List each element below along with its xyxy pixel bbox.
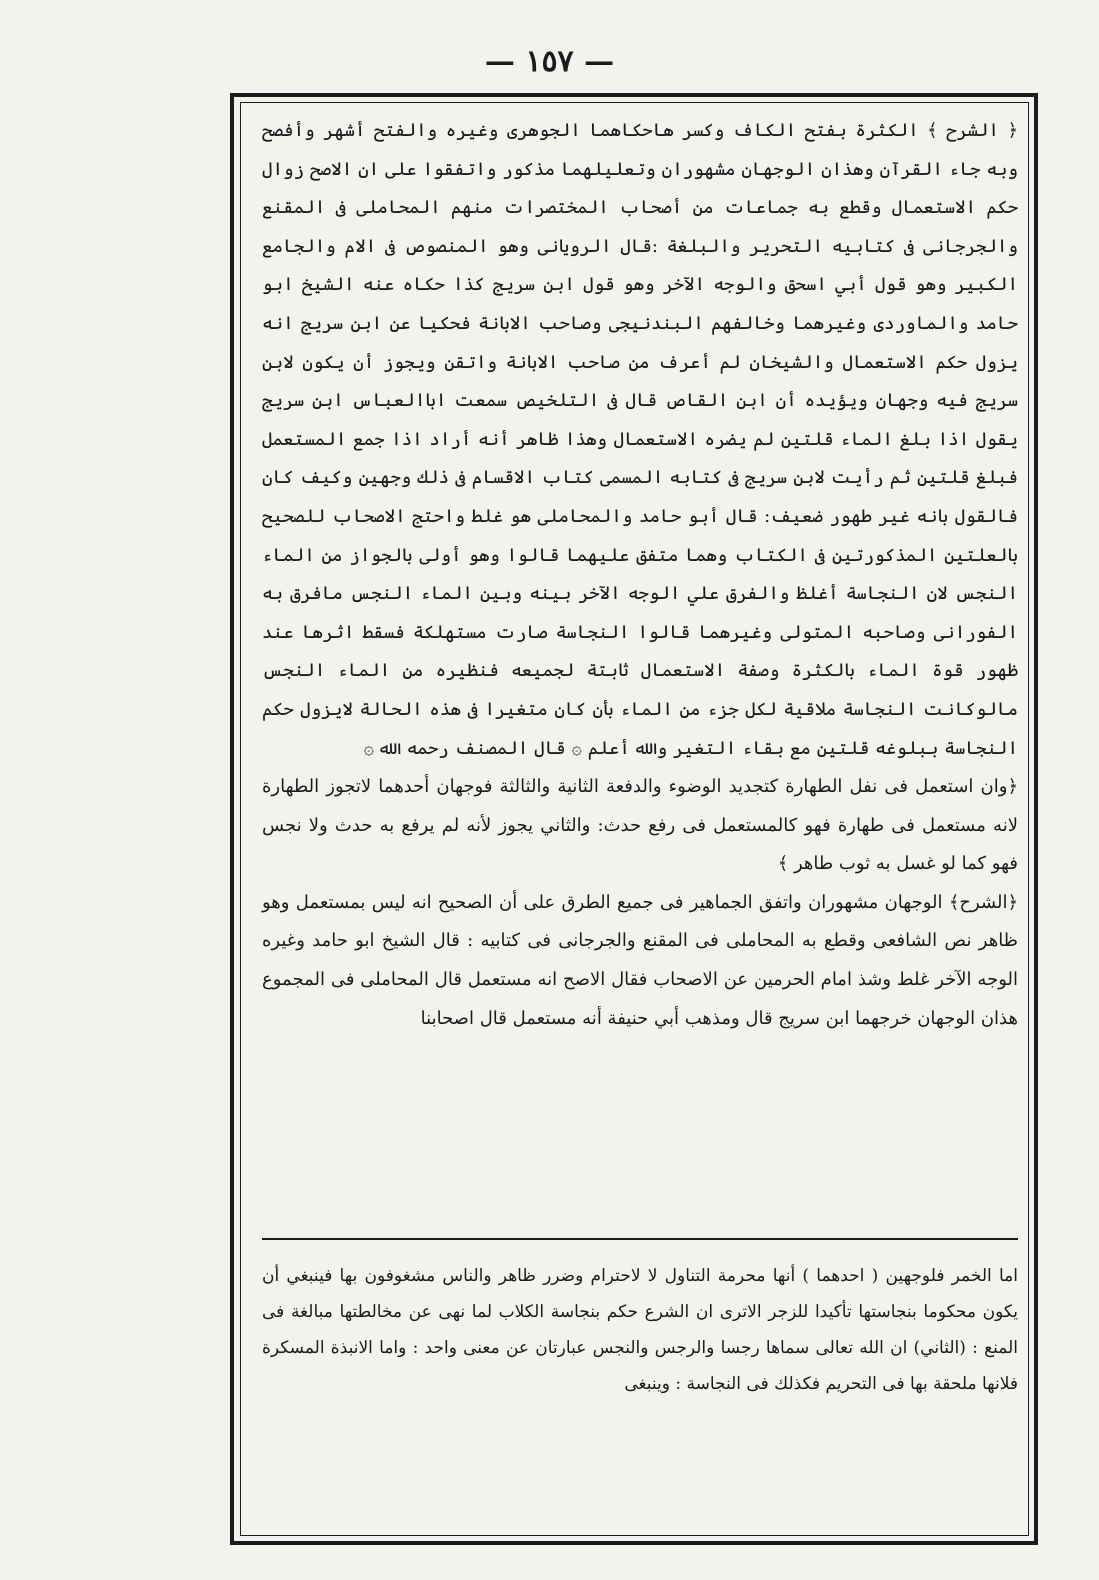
- footnote-text: اما الخمر فلوجهين ( احدهما ) أنها محرمة التناول لا لاحترام وضرر ظاهر والناس مشغوفون بها فينبغي أن يكون محكوما بنجاستها تأكيدا للزجر الاترى ان الشرع حكم بنجاسة الكلاب لما نهى عن مخالطتها مبالغة فى المنع : (الثاني) ان الله تعالى سماها رجسا والرجس والنجس عبارتان عن معنى واحد : واما الانبذة المسكرة فلانها ملحقة بها فى التحريم فكذلك فى النجاسة : وينبغى: [262, 1266, 1018, 1394]
- footnote: [262, 1258, 1018, 1402]
- commentary-paragraph-2: ﴿الشرح﴾ الوجهان مشهوران واتفق الجماهير فى جميع الطرق على أن الصحيح انه ليس بمستعمل وهو ظاهر نص الشافعى وقطع به المحاملى فى المقنع والجرجانى فى كتابيه : قال الشيخ ابو حامد وغيره الوجه الآخر غلط وشذ امام الحرمين عن الاصحاب فقال الاصح انه مستعمل قال المحاملى فى المجموع هذان الوجهان خرجهما ابن سريج قال ومذهب أبي حنيفة أنه مستعمل قال اصحابنا: [262, 891, 1018, 1029]
- commentary-paragraph: ﴿ الشرح ﴾ الكثرة بفتح الكاف وكسر هاحكاهما الجوهرى وغيره والفتح أشهر وأفصح وبه جاء القرآن وهذان الوجهان مشهوران وتعليلهما مذكور واتفقوا على ان الاصح زوال حكم الاستعمال وقطع به جماعات من أصحاب المختصرات منهم المحاملى فى المقنع والجرجانى فى كتابيه التحرير والبلغة :قال الرويانى وهو المنصوص فى الام والجامع الكبير وهو قول أبي اسحق والوجه الآخر وهو قول ابن سريج كذا حكاه عنه الشيخ ابو حامد والماوردى وغيرهما وخالفهم البندنيجى وصاحب الابانة فحكيا عن ابن سريج انه يزول حكم الاستعمال والشيخان لم أعرف من صاحب الابانة واتقن ويجوز أن يكون لابن سريج فيه وجهان ويؤيده أن ابن القاص قال فى التلخيص سمعت اباالعباس ابن سريج يقول اذا بلغ الماء قلتين لم يضره الاستعمال وهذا ظاهر أنه أراد اذا جمع المستعمل فبلغ قلتين ثم رأيت لابن سريج فى كتابه المسمى كتاب الاقسام فى ذلك وجهين وكيف كان فالقول بانه غير طهور ضعيف: قال أبو حامد والمحاملى هو غلط واحتج الاصحاب للصحيح بالعلتين المذكورتين فى الكتاب وهما متفق عليهما قالوا وهو أولى بالجواز من الماء النجس لان النجاسة أغلظ والفرق علي الوجه الآخر بينه وبين الماء النجس مافرق به الفورانى وصاحبه المتولى وغيرهما قالوا النجاسة صارت مستهلكة فسقط اثرها عند ظهور قوة الماء بالكثرة وصفة الاستعمال ثابتة لجميعه فنظيره من الماء النجس مالوكانت النجاسة ملاقية لكل جزء من الماء بأن كان متغيرا فى هذه الحالة لايزول حكم النجاسة ببلوغه قلتين مع بقاء التغير والله أعلم ۞ قال المصنف رحمه الله ۞: [262, 120, 1018, 759]
- author-text-paragraph: ﴿وان استعمل فى نفل الطهارة كتجديد الوضوء والدفعة الثانية والثالثة فوجهان أحدهما لاتجوز الطهارة لانه مستعمل فى طهارة فهو كالمستعمل فى رفع حدث: والثاني يجوز لأنه لم يرفع به حدث ولا نجس فهو كما لو غسل به ثوب طاهر ﴾: [262, 776, 1018, 875]
- footnote-divider: [262, 1238, 1018, 1240]
- main-text: [262, 112, 1018, 1038]
- page-number: — ١٥٧ —: [484, 44, 615, 79]
